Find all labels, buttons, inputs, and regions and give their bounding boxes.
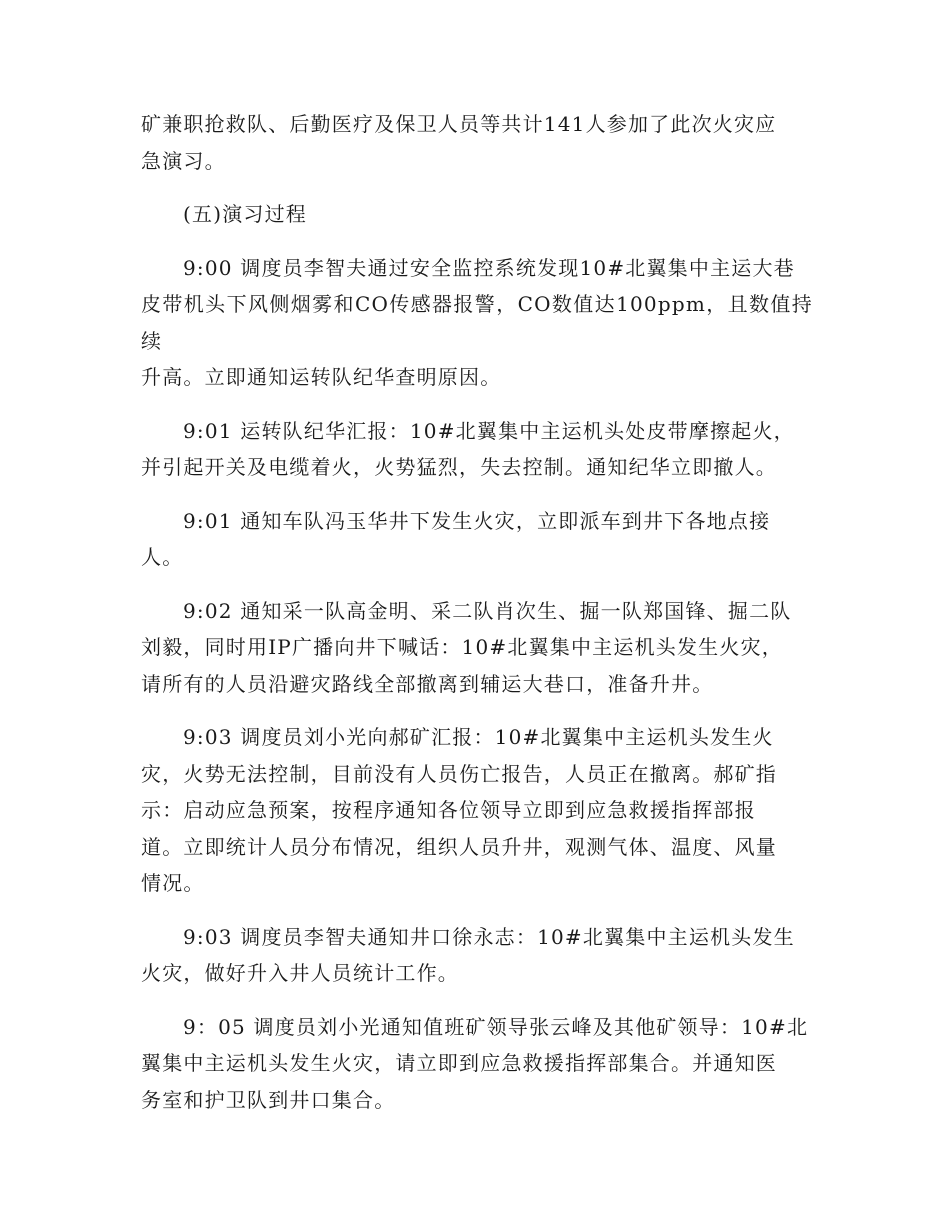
paragraph-0901-vehicle: 9:01 通知车队冯玉华井下发生火灾，立即派车到井下各地点接 人。 [141,508,771,569]
section-heading-drill-process: (五)演习过程 [183,202,308,226]
paragraph-0900: 9:00 调度员李智夫通过安全监控系统发现10#北翼集中主运大巷 皮带机头下风侧烟雾和CO传感器报警，CO数值达100ppm，且数值持续 升高。立即通知运转队纪华查明原因。 [141,255,813,389]
paragraph-0901-report: 9:01 运转队纪华汇报：10#北翼集中主运机头处皮带摩擦起火， 并引起开关及电缆着火，火势猛烈，失去控制。通知纪华立即撤人。 [141,418,795,479]
paragraph-participants: 矿兼职抢救队、后勤医疗及保卫人员等共计141人参加了此次火灾应 急演习。 [141,112,777,173]
paragraph-0903-shaft: 9:03 调度员李智夫通知井口徐永志：10#北翼集中主运机头发生 火灾，做好升入井人员统计工作。 [141,924,795,985]
document-body [141,106,813,1135]
paragraph-0902: 9:02 通知采一队高金明、采二队肖次生、掘一队郑国锋、掘二队 刘毅，同时用IP广播向井下喊话：10#北翼集中主运机头发生火灾， 请所有的人员沿避灾路线全部撤离到辅运大巷口，准备升井。 [141,598,792,696]
paragraph-0903-report: 9:03 调度员刘小光向郝矿汇报：10#北翼集中主运机头发生火 灾，火势无法控制，目前没有人员伤亡报告，人员正在撤离。郝矿指 示：启动应急预案，按程序通知各位领导立即到应急救援指挥部报 道。立即统计人员分布情况，组织人员升井，观测气体、温度、风量 情况。 [141,725,777,895]
paragraph-0905: 9：05 调度员刘小光通知值班矿领导张云峰及其他矿领导：10#北 翼集中主运机头发生火灾，请立即到应急救援指挥部集合。并通知医 务室和护卫队到井口集合。 [141,1014,809,1112]
